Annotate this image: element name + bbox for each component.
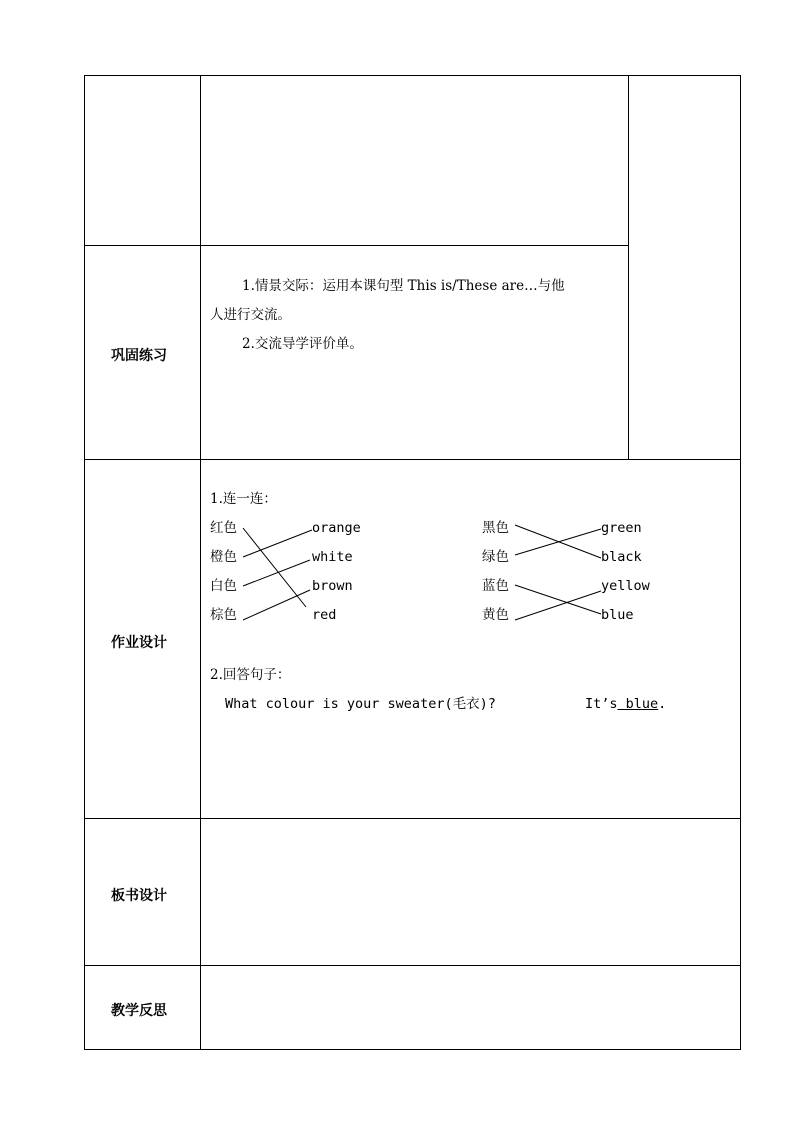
- left-english-2: white: [312, 549, 353, 565]
- answer-text: [585, 696, 666, 712]
- right-english-2: black: [601, 549, 642, 565]
- right-chinese-3: 蓝色: [482, 578, 509, 594]
- left-english-4: red: [312, 607, 337, 623]
- match-line-brown: [243, 590, 310, 620]
- answer-suffix: .: [658, 696, 667, 712]
- consolidation-item-1-line-2: 人进行交流。: [210, 307, 291, 323]
- board-design-label: 板书设计: [111, 888, 167, 904]
- consolidation-item-1-line-1: 1.情景交际：运用本课句型 This is/These are…与他: [242, 278, 565, 294]
- consolidation-item-2: 2.交流导学评价单。: [242, 336, 363, 352]
- match-line-orange: [243, 530, 312, 557]
- match-line-red: [243, 528, 306, 607]
- answer-task-title: 2.回答句子：: [210, 667, 291, 683]
- match-line-white: [243, 560, 310, 586]
- match-line-yellow: [515, 591, 601, 620]
- matching-task-title: 1.连一连：: [210, 491, 277, 507]
- left-english-1: orange: [312, 520, 361, 536]
- left-english-3: brown: [312, 578, 353, 594]
- teaching-reflection-label: 教学反思: [111, 1003, 167, 1019]
- left-chinese-2: 橙色: [210, 549, 237, 565]
- right-chinese-2: 绿色: [482, 549, 509, 565]
- answer-prefix: It’s: [585, 696, 618, 712]
- consolidation-label: 巩固练习: [111, 348, 167, 364]
- right-english-1: green: [601, 520, 642, 536]
- match-line-blue: [515, 585, 601, 614]
- right-chinese-1: 黑色: [482, 520, 509, 536]
- right-english-3: yellow: [601, 578, 650, 594]
- right-chinese-4: 黄色: [482, 607, 509, 623]
- answer-blank: blue: [617, 696, 659, 712]
- match-line-green: [515, 529, 601, 555]
- homework-label: 作业设计: [111, 635, 167, 651]
- left-chinese-3: 白色: [210, 578, 237, 594]
- left-chinese-4: 棕色: [210, 607, 237, 623]
- question-text: What colour is your sweater(毛衣)?: [225, 696, 496, 712]
- left-chinese-1: 红色: [210, 520, 237, 536]
- right-english-4: blue: [601, 607, 634, 623]
